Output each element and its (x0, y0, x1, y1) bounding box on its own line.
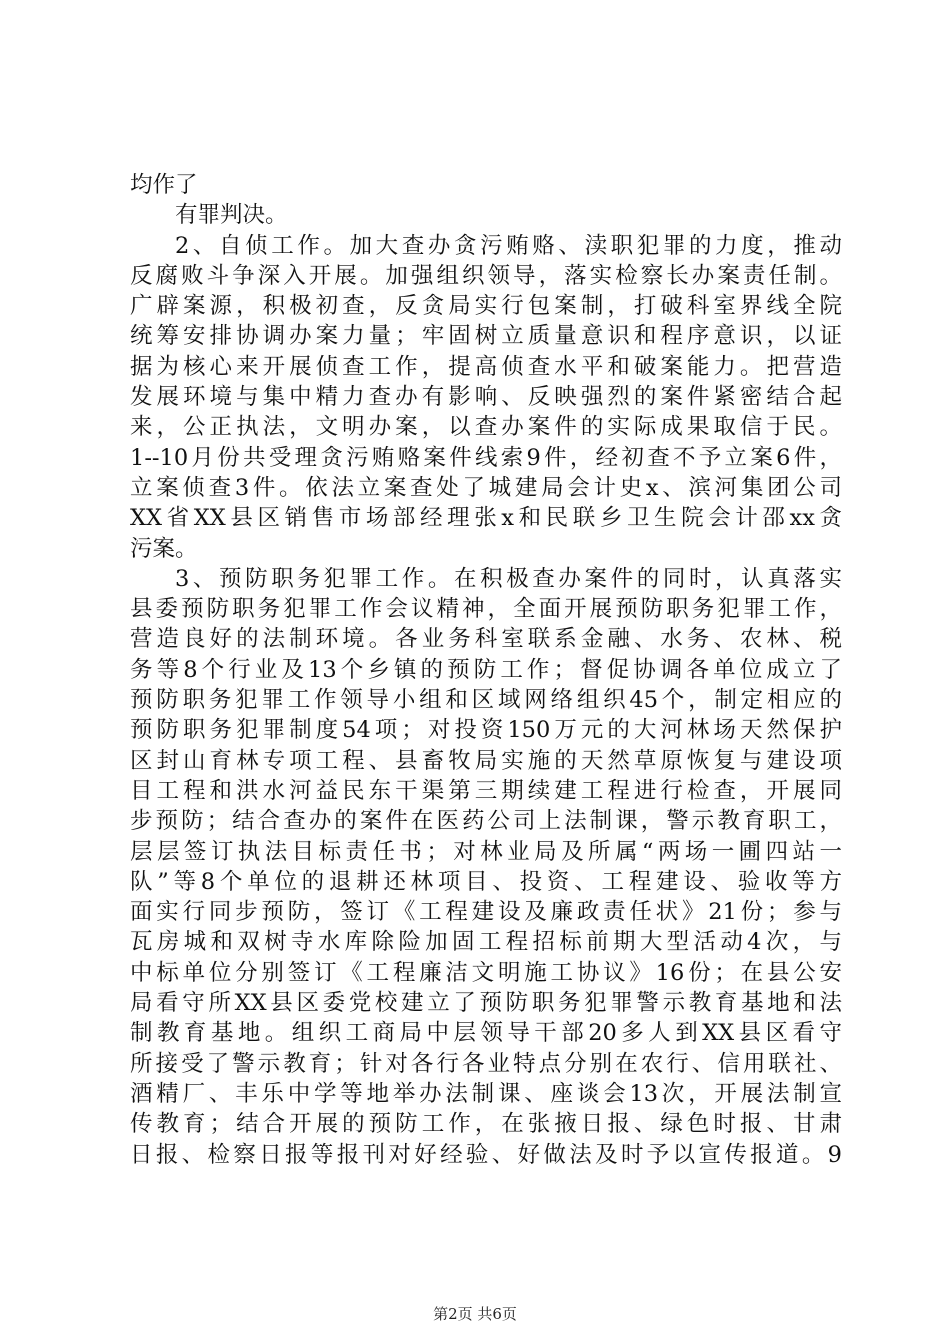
text-line: 均作了 (130, 172, 198, 198)
text-line: 预防职务犯罪工作领导小组和区域网络组织45个，制定相应的 (130, 687, 842, 714)
text-line: 统筹安排协调办案力量；牢固树立质量意识和程序意识，以证 (130, 323, 842, 350)
text-line: 有罪判决。 (175, 202, 288, 229)
text-line: 局看守所XX县区委党校建立了预防职务犯罪警示教育基地和法 (130, 990, 842, 1017)
text-line: 中标单位分别签订《工程廉洁文明施工协议》16份；在县公安 (130, 959, 842, 986)
page-footer: 第2页 共6页 (433, 1305, 517, 1323)
text-line: 务等8个行业及13个乡镇的预防工作；督促协调各单位成立了 (130, 656, 842, 683)
text-line: 2、自侦工作。加大查办贪污贿赂、渎职犯罪的力度，推动 (175, 232, 842, 259)
text-line: 发展环境与集中精力查办有影响、反映强烈的案件紧密结合起 (130, 384, 842, 411)
text-line: 污案。 (130, 535, 198, 562)
text-line: 酒精厂、丰乐中学等地举办法制课、座谈会13次，开展法制宣 (130, 1080, 842, 1107)
text-line: 区封山育林专项工程、县畜牧局实施的天然草原恢复与建设项 (130, 747, 842, 774)
text-line: 来，公正执法，文明办案，以查办案件的实际成果取信于民。 (130, 414, 842, 441)
text-line: 日报、检察日报等报刊对好经验、好做法及时予以宣传报道。9 (130, 1141, 842, 1168)
text-line: 反腐败斗争深入开展。加强组织领导，落实检察长办案责任制。 (130, 262, 842, 289)
text-line: 队”等8个单位的退耕还林项目、投资、工程建设、验收等方 (130, 868, 842, 895)
document-body (130, 170, 842, 1170)
text-line: 3、预防职务犯罪工作。在积极查办案件的同时，认真落实 (175, 565, 842, 592)
text-line: 预防职务犯罪制度54项；对投资150万元的大河林场天然保护 (130, 717, 842, 744)
text-line: 目工程和洪水河益民东干渠第三期续建工程进行检查，开展同 (130, 777, 842, 804)
text-line: 传教育；结合开展的预防工作，在张掖日报、绿色时报、甘肃 (130, 1111, 842, 1138)
text-line: 瓦房城和双树寺水库除险加固工程招标前期大型活动4次，与 (130, 929, 842, 956)
text-line: 制教育基地。组织工商局中层领导干部20多人到XX县区看守 (130, 1020, 842, 1047)
text-line: 层层签订执法目标责任书；对林业局及所属“两场一圃四站一 (130, 838, 842, 865)
text-line: 县委预防职务犯罪工作会议精神，全面开展预防职务犯罪工作， (130, 596, 842, 623)
text-line: 立案侦查3件。依法立案查处了城建局会计史x、滨河集团公司 (130, 474, 842, 501)
text-line: XX省XX县区销售市场部经理张x和民联乡卫生院会计邵xx贪 (130, 505, 842, 532)
text-line: 面实行同步预防，签订《工程建设及廉政责任状》21份；参与 (130, 899, 842, 926)
text-line: 所接受了警示教育；针对各行各业特点分别在农行、信用联社、 (130, 1050, 842, 1077)
text-line: 营造良好的法制环境。各业务科室联系金融、水务、农林、税 (130, 626, 842, 653)
text-line: 据为核心来开展侦查工作，提高侦查水平和破案能力。把营造 (130, 353, 842, 380)
text-line: 广辟案源，积极初查，反贪局实行包案制，打破科室界线全院 (130, 293, 842, 320)
text-line: 步预防；结合查办的案件在医药公司上法制课，警示教育职工， (130, 808, 842, 835)
text-line: 1--10月份共受理贪污贿赂案件线索9件，经初查不予立案6件， (130, 444, 842, 471)
